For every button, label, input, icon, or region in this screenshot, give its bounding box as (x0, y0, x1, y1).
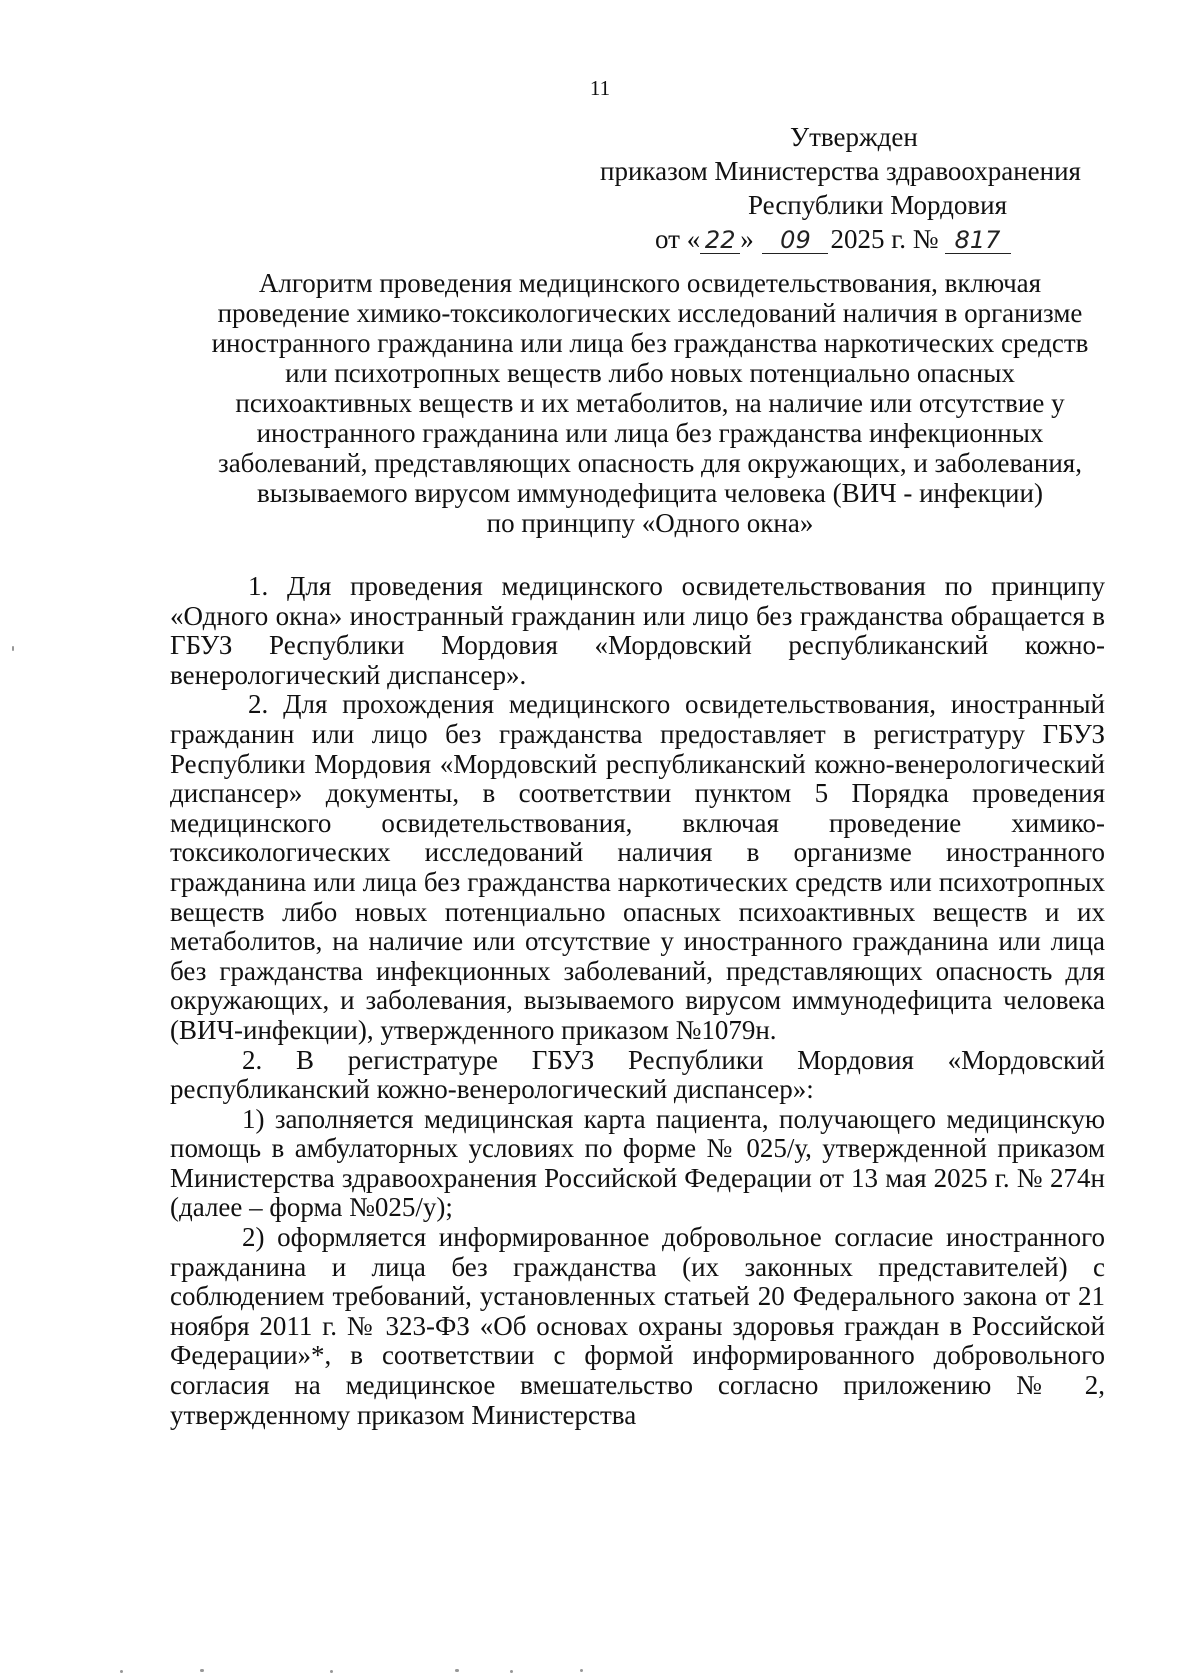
title-line: иностранного гражданина или лица без гражданства наркотических средств (211, 328, 1089, 358)
approval-line-order: приказом Министерства здравоохранения (600, 156, 1081, 186)
list-item-1: 1) заполняется медицинская карта пациента, получающего медицинскую помощь в амбулаторных условиях по форме № 025/у, утвержденной приказом Министерства здравоохранения Российской Федерации от 13 мая 2025 г. № 274н (далее – форма №025/у); (170, 1103, 1105, 1223)
list-item-2: 2) оформляется информированное добровольное согласие иностранного гражданина и лица без гражданства (их законных представителей) с соблюдением требований, установленных статьей 20 Федерального закона от 21 ноября 2011 г. № 323-ФЗ «Об основах охраны здоровья граждан в Российской Федерации»*, в соответствии с формой информированного добровольного согласия на медицинское вмешательство согласно приложению № 2, утвержденному приказом Министерства (170, 1222, 1105, 1430)
paragraph-3: 2. В регистратуре ГБУЗ Республики Мордовия «Мордовский республиканский кожно-венерологический диспансер»: (170, 1044, 1105, 1105)
scan-mark (510, 1670, 513, 1673)
scan-mark (200, 1669, 204, 1672)
handwritten-month: 09 (762, 227, 828, 254)
title-line: проведение химико-токсикологических исследований наличия в организме (217, 298, 1083, 328)
scan-mark (455, 1669, 459, 1672)
page-number: 11 (589, 76, 611, 100)
date-quote-close: » (740, 224, 754, 254)
paragraph-1: 1. Для проведения медицинского освидетельствования по принципу «Одного окна» иностранный гражданин или лицо без гражданства обращается в ГБУЗ Республики Мордовия «Мордовский республиканский кожно-венерологический диспансер». (170, 571, 1105, 690)
document-title (180, 268, 1120, 538)
title-line: или психотропных веществ либо новых потенциально опасных (285, 358, 1015, 388)
approval-line-republic: Республики Мордовия (748, 190, 1008, 220)
date-year-number: 2025 г. № (830, 224, 939, 254)
scan-mark (330, 1670, 333, 1673)
title-line: вызываемого вирусом иммунодефицита человека (ВИЧ - инфекции) (257, 478, 1043, 508)
handwritten-day: 22 (700, 227, 740, 254)
title-line: по принципу «Одного окна» (486, 508, 814, 538)
handwritten-order-number: 817 (945, 227, 1011, 254)
title-line: психоактивных веществ и их метаболитов, на наличие или отсутствие у (235, 388, 1065, 418)
approval-line-date (655, 222, 1011, 256)
document-body (170, 572, 1105, 1430)
scan-mark (580, 1669, 583, 1672)
paragraph-2: 2. Для прохождения медицинского освидетельствования, иностранный гражданин или лицо без гражданства предоставляет в регистратуру ГБУЗ Республики Мордовия «Мордовский республиканский кожно-венерологический диспансер» документы, в соответствии пунктом 5 Порядка проведения медицинского освидетельствования, включая проведение химико-токсикологических исследований наличия в организме иностранного гражданина или лица без гражданства наркотических средств или психотропных веществ либо новых потенциально опасных психоактивных веществ и их метаболитов, на наличие или отсутствие у иностранного гражданина или лица без гражданства инфекционных заболеваний, представляющих опасность для окружающих, и заболевания, вызываемого вирусом иммунодефицита человека (ВИЧ-инфекции), утвержденного приказом №1079н. (170, 689, 1105, 1045)
title-line: иностранного гражданина или лица без гражданства инфекционных (256, 418, 1044, 448)
scan-mark (12, 646, 14, 651)
title-line: заболеваний, представляющих опасность для окружающих, и заболевания, (218, 448, 1082, 478)
title-line: Алгоритм проведения медицинского освидетельствования, включая (258, 268, 1042, 298)
date-prefix: от « (655, 224, 701, 254)
approval-line-approved: Утвержден (790, 122, 918, 152)
scan-mark (120, 1670, 123, 1673)
